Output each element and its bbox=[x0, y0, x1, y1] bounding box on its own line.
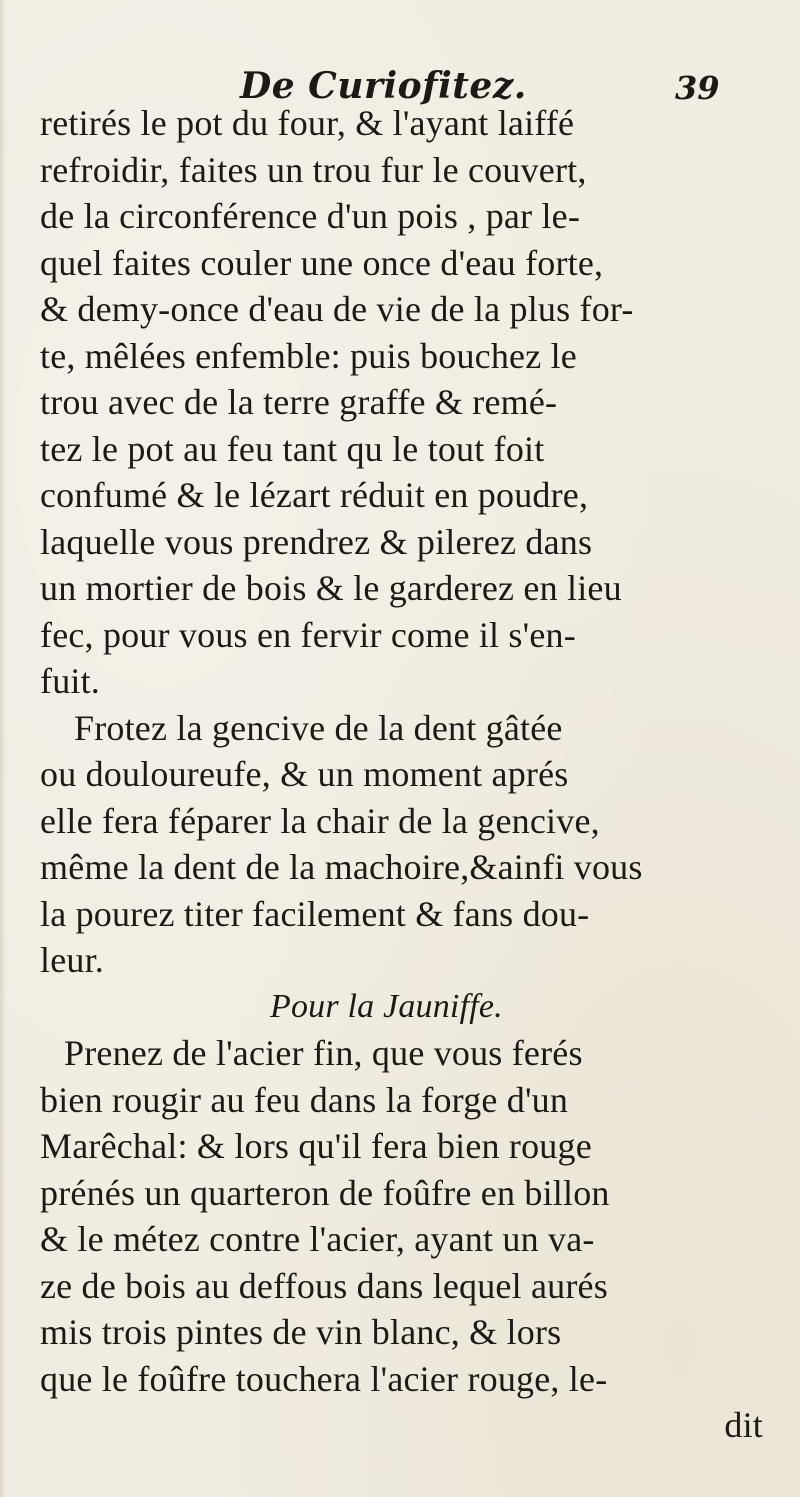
text-line: que le foûfre touchera l'acier rouge, le- bbox=[40, 1358, 608, 1399]
text-line: retirés le pot du four, & l'ayant laiffé bbox=[40, 103, 575, 143]
text-line: même la dent de la machoire,&ainfi vous bbox=[40, 847, 643, 887]
text-line: un mortier de bois & le garderez en lieu bbox=[40, 568, 622, 608]
text-line: confumé & le lézart réduit en poudre, bbox=[40, 475, 589, 515]
text-line: fec, pour vous en fervir come il s'en- bbox=[40, 614, 576, 655]
running-title: De Curiofitez. bbox=[240, 65, 527, 107]
page-number: 39 bbox=[675, 69, 720, 107]
text-line: trou avec de la terre graffe & remé- bbox=[40, 382, 558, 422]
section-heading: Pour la Jauniffe. bbox=[270, 987, 503, 1025]
text-line: refroidir, faites un trou fur le couvert, bbox=[40, 149, 587, 190]
text-line: fuit. bbox=[40, 661, 100, 701]
text-line: ou douloureufe, & un moment aprés bbox=[40, 754, 569, 794]
text-line: quel faites couler une once d'eau forte, bbox=[40, 242, 604, 283]
text-line: & le métez contre l'acier, ayant un va- bbox=[40, 1219, 595, 1259]
text-line: ze de bois au deffous dans lequel aurés bbox=[40, 1265, 608, 1306]
catchword: dit bbox=[724, 1405, 763, 1445]
paragraph-first-line: Prenez de l'acier fin, que vous ferés bbox=[64, 1033, 583, 1073]
text-line: & demy-once d'eau de vie de la plus for- bbox=[40, 289, 634, 329]
text-line: la pourez titer facilement & fans dou- bbox=[40, 893, 590, 934]
page-gutter-shadow bbox=[0, 0, 6, 1497]
body-text bbox=[40, 100, 775, 1449]
paragraph-first-line: Frotez la gencive de la dent gâtée bbox=[74, 707, 563, 748]
text-line: leur. bbox=[40, 940, 104, 980]
text-line: laquelle vous prendrez & pilerez dans bbox=[40, 521, 593, 562]
text-line: Marêchal: & lors qu'il fera bien rouge bbox=[40, 1126, 592, 1166]
text-line: prénés un quarteron de foûfre en billon bbox=[40, 1172, 610, 1213]
text-line: tez le pot au feu tant qu le tout foit bbox=[40, 428, 545, 469]
text-line: bien rougir au feu dans la forge d'un bbox=[40, 1079, 569, 1120]
text-line: te, mêlées enfemble: puis bouchez le bbox=[40, 335, 577, 376]
text-line: mis trois pintes de vin blanc, & lors bbox=[40, 1312, 562, 1352]
text-line: elle fera féparer la chair de la gencive, bbox=[40, 800, 600, 841]
text-line: de la circonférence d'un pois , par le- bbox=[40, 196, 581, 236]
